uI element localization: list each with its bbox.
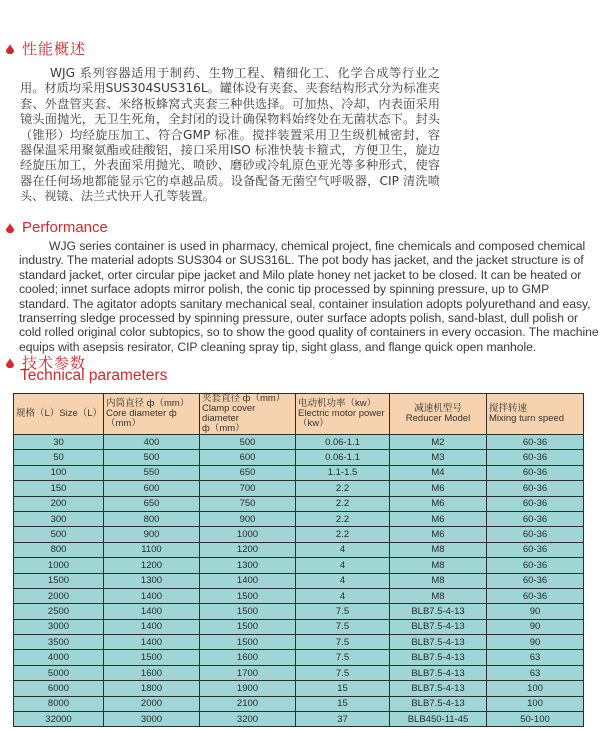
cell-mixing-speed: 60-36 bbox=[487, 542, 584, 557]
cell-mixing-speed: 90 bbox=[487, 619, 584, 634]
table-row bbox=[14, 665, 584, 680]
cell-motor-power: 4 bbox=[296, 558, 390, 573]
cell-mixing-speed: 60-36 bbox=[487, 435, 584, 450]
cell-core-diameter: 1400 bbox=[104, 619, 200, 634]
cell-core-diameter: 500 bbox=[104, 450, 200, 465]
cell-reducer-model: BLB7.5-4-13 bbox=[390, 681, 487, 696]
cell-size: 6000 bbox=[14, 681, 104, 696]
cell-motor-power: 0.06-1.1 bbox=[296, 435, 390, 450]
cell-mixing-speed: 60-36 bbox=[487, 527, 584, 542]
cell-motor-power: 4 bbox=[296, 542, 390, 557]
cell-size: 300 bbox=[14, 511, 104, 526]
cell-size: 2500 bbox=[14, 604, 104, 619]
technical-heading-en: Technical parameters bbox=[20, 367, 168, 384]
cell-reducer-model: M6 bbox=[390, 481, 487, 496]
table-header-row bbox=[14, 394, 584, 435]
cell-size: 3000 bbox=[14, 619, 104, 634]
cell-motor-power: 4 bbox=[296, 588, 390, 603]
cell-motor-power: 7.5 bbox=[296, 650, 390, 665]
cell-motor-power: 2.2 bbox=[296, 511, 390, 526]
cell-motor-power: 2.2 bbox=[296, 496, 390, 511]
cell-motor-power: 4 bbox=[296, 573, 390, 588]
cell-reducer-model: M6 bbox=[390, 496, 487, 511]
cell-core-diameter: 650 bbox=[104, 496, 200, 511]
cell-clamp-cover-diameter: 1700 bbox=[200, 665, 296, 680]
cell-size: 4000 bbox=[14, 650, 104, 665]
cell-core-diameter: 400 bbox=[104, 435, 200, 450]
cell-reducer-model: BLB7.5-4-13 bbox=[390, 650, 487, 665]
table-row bbox=[14, 604, 584, 619]
cell-size: 8000 bbox=[14, 696, 104, 711]
overview-heading bbox=[6, 38, 86, 59]
table-row bbox=[14, 542, 584, 557]
cell-reducer-model: M8 bbox=[390, 558, 487, 573]
cell-motor-power: 7.5 bbox=[296, 604, 390, 619]
cell-clamp-cover-diameter: 1900 bbox=[200, 681, 296, 696]
cell-mixing-speed: 60-36 bbox=[487, 450, 584, 465]
table-row bbox=[14, 696, 584, 711]
col-header-reducer-model: 减速机型号 Reducer Model bbox=[390, 394, 487, 435]
cell-motor-power: 37 bbox=[296, 712, 390, 727]
cell-reducer-model: BLB7.5-4-13 bbox=[390, 619, 487, 634]
cell-size: 500 bbox=[14, 527, 104, 542]
cell-core-diameter: 900 bbox=[104, 527, 200, 542]
cell-mixing-speed: 63 bbox=[487, 650, 584, 665]
cell-reducer-model: M4 bbox=[390, 465, 487, 480]
cell-size: 1500 bbox=[14, 573, 104, 588]
cell-reducer-model: M8 bbox=[390, 542, 487, 557]
cell-reducer-model: BLB7.5-4-13 bbox=[390, 696, 487, 711]
cell-reducer-model: M8 bbox=[390, 588, 487, 603]
cell-reducer-model: M8 bbox=[390, 573, 487, 588]
table-row bbox=[14, 635, 584, 650]
cell-clamp-cover-diameter: 1600 bbox=[200, 650, 296, 665]
cell-reducer-model: M3 bbox=[390, 450, 487, 465]
cell-clamp-cover-diameter: 900 bbox=[200, 511, 296, 526]
cell-motor-power: 1.1-1.5 bbox=[296, 465, 390, 480]
cell-core-diameter: 2000 bbox=[104, 696, 200, 711]
cell-clamp-cover-diameter: 750 bbox=[200, 496, 296, 511]
cell-motor-power: 7.5 bbox=[296, 619, 390, 634]
performance-heading-text: Performance bbox=[22, 219, 108, 236]
table-row bbox=[14, 481, 584, 496]
overview-heading-text: 性能概述 bbox=[22, 40, 87, 58]
cell-size: 3500 bbox=[14, 635, 104, 650]
cell-mixing-speed: 90 bbox=[487, 604, 584, 619]
cell-reducer-model: BLB450-11-45 bbox=[390, 712, 487, 727]
cell-clamp-cover-diameter: 1400 bbox=[200, 573, 296, 588]
cell-clamp-cover-diameter: 700 bbox=[200, 481, 296, 496]
table-row bbox=[14, 511, 584, 526]
cell-core-diameter: 1500 bbox=[104, 650, 200, 665]
cell-core-diameter: 1200 bbox=[104, 558, 200, 573]
cell-clamp-cover-diameter: 1500 bbox=[200, 635, 296, 650]
cell-reducer-model: BLB7.5-4-13 bbox=[390, 604, 487, 619]
cell-size: 32000 bbox=[14, 712, 104, 727]
col-header-mixing-speed: 搅拌转速 Mixing turn speed bbox=[487, 394, 584, 435]
cell-clamp-cover-diameter: 1300 bbox=[200, 558, 296, 573]
cell-reducer-model: M2 bbox=[390, 435, 487, 450]
table-row bbox=[14, 435, 584, 450]
cell-size: 150 bbox=[14, 481, 104, 496]
cell-core-diameter: 1300 bbox=[104, 573, 200, 588]
table-row bbox=[14, 588, 584, 603]
red-drop-icon bbox=[6, 358, 14, 368]
cell-core-diameter: 1100 bbox=[104, 542, 200, 557]
cell-reducer-model: M6 bbox=[390, 511, 487, 526]
cell-mixing-speed: 60-36 bbox=[487, 481, 584, 496]
table-row bbox=[14, 558, 584, 573]
table-row bbox=[14, 450, 584, 465]
table-row bbox=[14, 650, 584, 665]
cell-mixing-speed: 63 bbox=[487, 665, 584, 680]
cell-mixing-speed: 100 bbox=[487, 681, 584, 696]
cell-size: 200 bbox=[14, 496, 104, 511]
cell-clamp-cover-diameter: 500 bbox=[200, 435, 296, 450]
cell-size: 30 bbox=[14, 435, 104, 450]
cell-core-diameter: 800 bbox=[104, 511, 200, 526]
cell-reducer-model: M6 bbox=[390, 527, 487, 542]
table-row bbox=[14, 712, 584, 727]
red-drop-icon bbox=[6, 223, 14, 233]
table-row bbox=[14, 465, 584, 480]
overview-paragraph: WJG 系列容器适用于制药、生物工程、精细化工、化学合成等行业之用。材质均采用SUS304SUS316L。罐体设有夹套、夹套结构形式分为标准夹套、外盘管夹套、米络板蜂窝式夹套三种供选择。可加热、冷却，内表面采用镜头面抛光，无卫生死角，全封闭的设计确保物料始终处在无菌状态下。封头（锥形）均经旋压加工、符合GMP 标准。搅拌装置采用卫生级机械密封，容器保温采用聚氨酯或硅酸铝，接口采用ISO 标准快装卡箍式，方便卫生，旋边经旋压加工，外表面采用抛光、喷砂、磨砂或冷轧原色亚光等多种形式，使容器在任何场地都能显示它的卓越品质。设备配备无菌空气呼吸器，CIP 清洗喷头、视镜、法兰式快开人孔等装置。 bbox=[20, 66, 440, 204]
technical-heading-cn: 技术参数 bbox=[22, 354, 87, 372]
cell-clamp-cover-diameter: 1500 bbox=[200, 619, 296, 634]
cell-clamp-cover-diameter: 650 bbox=[200, 465, 296, 480]
cell-core-diameter: 1400 bbox=[104, 588, 200, 603]
cell-mixing-speed: 50-100 bbox=[487, 712, 584, 727]
cell-motor-power: 7.5 bbox=[296, 665, 390, 680]
cell-size: 5000 bbox=[14, 665, 104, 680]
cell-size: 100 bbox=[14, 465, 104, 480]
performance-heading bbox=[6, 219, 108, 236]
cell-size: 800 bbox=[14, 542, 104, 557]
table-row bbox=[14, 496, 584, 511]
cell-core-diameter: 3000 bbox=[104, 712, 200, 727]
cell-mixing-speed: 60-36 bbox=[487, 465, 584, 480]
cell-size: 2000 bbox=[14, 588, 104, 603]
col-header-motor-power: 电动机功率（kw） Electric motor power （kw） bbox=[296, 394, 390, 435]
cell-reducer-model: BLB7.5-4-13 bbox=[390, 665, 487, 680]
cell-mixing-speed: 60-36 bbox=[487, 573, 584, 588]
cell-motor-power: 2.2 bbox=[296, 527, 390, 542]
table-body bbox=[14, 435, 584, 727]
cell-motor-power: 2.2 bbox=[296, 481, 390, 496]
cell-clamp-cover-diameter: 3200 bbox=[200, 712, 296, 727]
table-row bbox=[14, 681, 584, 696]
col-header-core-diameter: 内筒直径 ф（mm） Core diameter ф（mm） bbox=[104, 394, 200, 435]
cell-mixing-speed: 60-36 bbox=[487, 511, 584, 526]
cell-mixing-speed: 90 bbox=[487, 635, 584, 650]
cell-clamp-cover-diameter: 1500 bbox=[200, 588, 296, 603]
cell-core-diameter: 1400 bbox=[104, 604, 200, 619]
cell-core-diameter: 550 bbox=[104, 465, 200, 480]
table-row bbox=[14, 527, 584, 542]
col-header-clamp-cover-diameter: 夹套直径 ф（mm） Clamp cover diameter ф（mm） bbox=[200, 394, 296, 435]
performance-paragraph: WJG series container is used in pharmacy, chemical project, fine chemicals and composed chemical industry. The material adopts SUS304 or SUS316L. The pot body has jacket, and the jacket structure is of standard jacket, orter circular pipe jacket and Milo plate honey net jacket to be closed. It can be heated or cooled; innet surface adopts mirror polish, the conic tip processed by spinning pressure, up to GMP standard. The agitator adopts sanitary mechanical seal, container insulation adopts polyurethand and easy, transerring sledge processed by spinning pressure, outer surface adopts polish, sand-blast, dull polish or cold rolled original color subtopics, so to show the good quality of containers in every occasion. The machine equips with asepsis resirator, CIP cleaning spray tip, sight glass, and flange quick open manhole. bbox=[19, 239, 599, 354]
cell-core-diameter: 1800 bbox=[104, 681, 200, 696]
cell-clamp-cover-diameter: 2100 bbox=[200, 696, 296, 711]
cell-mixing-speed: 60-36 bbox=[487, 558, 584, 573]
cell-core-diameter: 1400 bbox=[104, 635, 200, 650]
cell-reducer-model: BLB7.5-4-13 bbox=[390, 635, 487, 650]
cell-clamp-cover-diameter: 1000 bbox=[200, 527, 296, 542]
cell-motor-power: 15 bbox=[296, 681, 390, 696]
cell-core-diameter: 1600 bbox=[104, 665, 200, 680]
cell-clamp-cover-diameter: 1500 bbox=[200, 604, 296, 619]
cell-motor-power: 7.5 bbox=[296, 635, 390, 650]
cell-mixing-speed: 60-36 bbox=[487, 588, 584, 603]
col-header-size: 规格（L）Size（L） bbox=[14, 394, 104, 435]
cell-size: 50 bbox=[14, 450, 104, 465]
cell-mixing-speed: 100 bbox=[487, 696, 584, 711]
cell-clamp-cover-diameter: 1200 bbox=[200, 542, 296, 557]
cell-clamp-cover-diameter: 600 bbox=[200, 450, 296, 465]
table-row bbox=[14, 573, 584, 588]
cell-motor-power: 15 bbox=[296, 696, 390, 711]
cell-mixing-speed: 60-36 bbox=[487, 496, 584, 511]
technical-parameters-table bbox=[13, 393, 584, 727]
cell-size: 1000 bbox=[14, 558, 104, 573]
red-drop-icon bbox=[6, 44, 14, 54]
cell-motor-power: 0.06-1.1 bbox=[296, 450, 390, 465]
cell-core-diameter: 600 bbox=[104, 481, 200, 496]
table-row bbox=[14, 619, 584, 634]
